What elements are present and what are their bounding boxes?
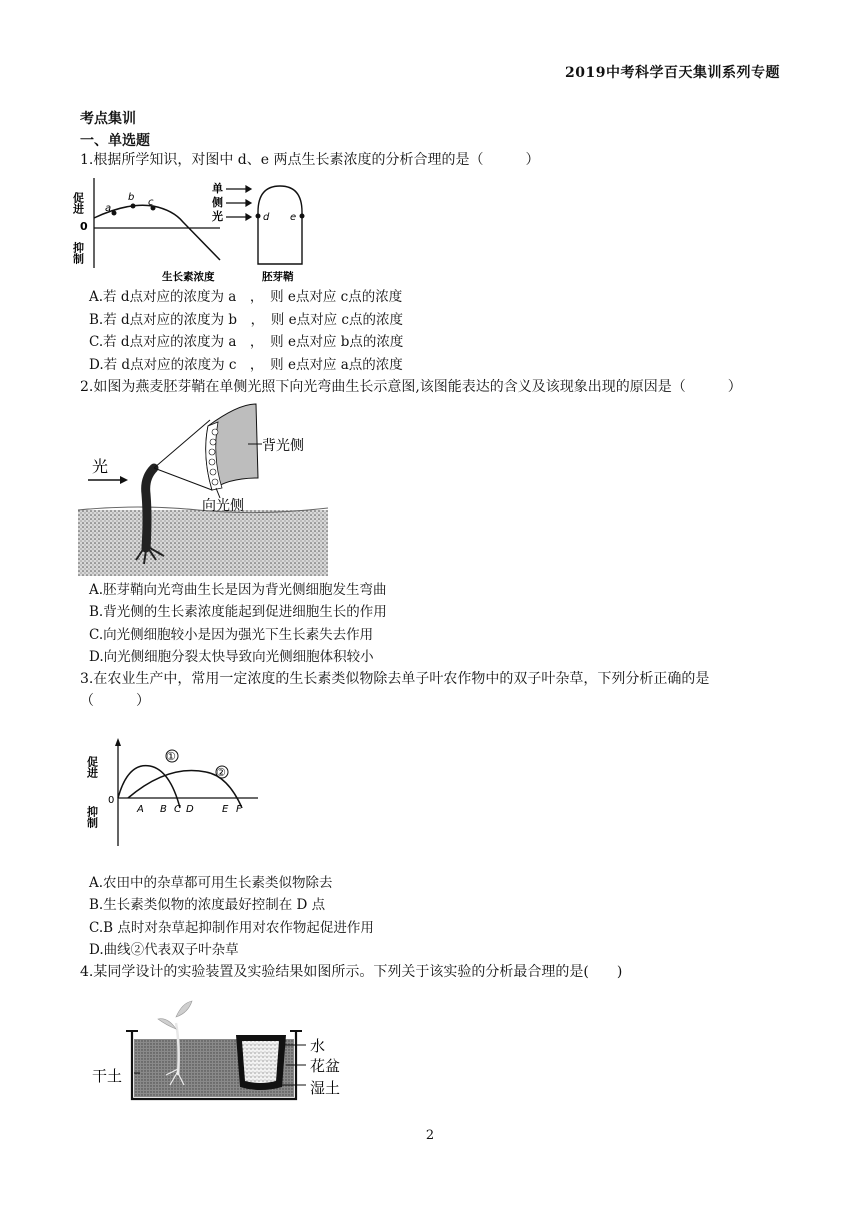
q4-wet-soil-label: 湿土 xyxy=(310,1079,341,1097)
q3-option-a: A.农田中的杂草都可用生长素类似物除去 xyxy=(89,875,333,891)
q1-coleoptile-label: 胚芽鞘 xyxy=(262,271,294,283)
q1-option-b: B.若 d点对应的浓度为 b ， 则 e点对应 c点的浓度 xyxy=(89,312,403,328)
q1-light-1: 单 xyxy=(212,182,223,195)
q3-curve-2-label: ② xyxy=(216,766,226,779)
q3-x-point-a: A xyxy=(137,804,144,815)
section-subtitle: 一、单选题 xyxy=(80,133,150,149)
q4-experiment-figure xyxy=(90,995,350,1103)
q1-option-a: A.若 d点对应的浓度为 a ， 则 e点对应 c点的浓度 xyxy=(89,289,403,305)
q3-x-point-d: D xyxy=(186,804,194,815)
q1-coleoptile-figure xyxy=(210,180,320,284)
q3-curve-1-label: ① xyxy=(166,750,176,763)
q2-option-b: B.背光侧的生长素浓度能起到促进细胞生长的作用 xyxy=(89,604,387,620)
question-3-stem-cont: （ ） xyxy=(80,693,150,709)
q1-point-b: b xyxy=(128,192,135,203)
q4-dry-soil-label: 干土 xyxy=(92,1067,123,1085)
q1-option-d: D.若 d点对应的浓度为 c ， 则 e点对应 a点的浓度 xyxy=(89,357,403,373)
q3-x-point-c: C xyxy=(174,804,181,815)
question-4-stem: 4.某同学设计的实验装置及实验结果如图所示。下列关于该实验的分析最合理的是( ) xyxy=(80,964,623,980)
q1-point-c: c xyxy=(148,197,154,208)
q3-zero: 0 xyxy=(108,795,115,806)
q3-option-c: C.B 点时对杂草起抑制作用对农作物起促进作用 xyxy=(89,920,374,936)
q3-x-point-b: B xyxy=(160,804,167,815)
question-1-stem: 1.根据所学知识，对图中 d、e 两点生长素浓度的分析合理的是（ ） xyxy=(80,152,540,168)
q1-y-bottom: 抑制 xyxy=(71,242,85,264)
q2-phototropism-figure xyxy=(78,398,328,576)
q3-growth-curve-figure xyxy=(85,738,268,850)
q1-point-e: e xyxy=(290,212,297,223)
q3-option-d: D.曲线②代表双子叶杂草 xyxy=(89,942,239,958)
q4-water-label: 水 xyxy=(310,1037,326,1055)
q3-option-b: B.生长素类似物的浓度最好控制在 D 点 xyxy=(89,897,326,913)
q1-growth-curve-figure xyxy=(71,172,228,284)
q1-point-a: a xyxy=(105,203,112,214)
q1-light-3: 光 xyxy=(212,210,223,223)
q2-light-label: 光 xyxy=(92,457,109,476)
q2-option-a: A.胚芽鞘向光弯曲生长是因为背光侧细胞发生弯曲 xyxy=(89,582,387,598)
question-2-stem: 2.如图为燕麦胚芽鞘在单侧光照下向光弯曲生长示意图,该图能表达的含义及该现象出现的原因是（ ） xyxy=(80,379,742,395)
q2-light-side-label: 向光侧 xyxy=(202,498,244,514)
q1-light-2: 侧 xyxy=(212,196,223,209)
q2-option-d: D.向光侧细胞分裂太快导致向光侧细胞体积较小 xyxy=(89,649,374,665)
q3-x-point-f: F xyxy=(236,804,242,815)
q1-y-zero: 0 xyxy=(80,220,88,233)
q2-option-c: C.向光侧细胞较小是因为强光下生长素失去作用 xyxy=(89,627,374,643)
q1-option-c: C.若 d点对应的浓度为 a ， 则 e点对应 b点的浓度 xyxy=(89,334,404,350)
page-number: 2 xyxy=(425,1128,435,1143)
q3-x-point-e: E xyxy=(222,804,229,815)
q1-x-label: 生长素浓度 xyxy=(162,271,215,283)
q3-y-top: 促进 xyxy=(85,756,99,778)
q2-back-side-label: 背光侧 xyxy=(262,438,304,454)
section-title: 考点集训 xyxy=(80,111,136,127)
q3-y-bottom: 抑制 xyxy=(85,806,99,828)
page-header: 2019中考科学百天集训系列专题 xyxy=(565,65,780,81)
question-3-stem: 3.在农业生产中，常用一定浓度的生长素类似物除去单子叶农作物中的双子叶杂草，下列分析正确的是 xyxy=(80,671,710,687)
q1-point-d: d xyxy=(263,212,270,223)
q1-y-top: 促进 xyxy=(71,192,85,214)
q4-pot-label: 花盆 xyxy=(310,1057,341,1075)
